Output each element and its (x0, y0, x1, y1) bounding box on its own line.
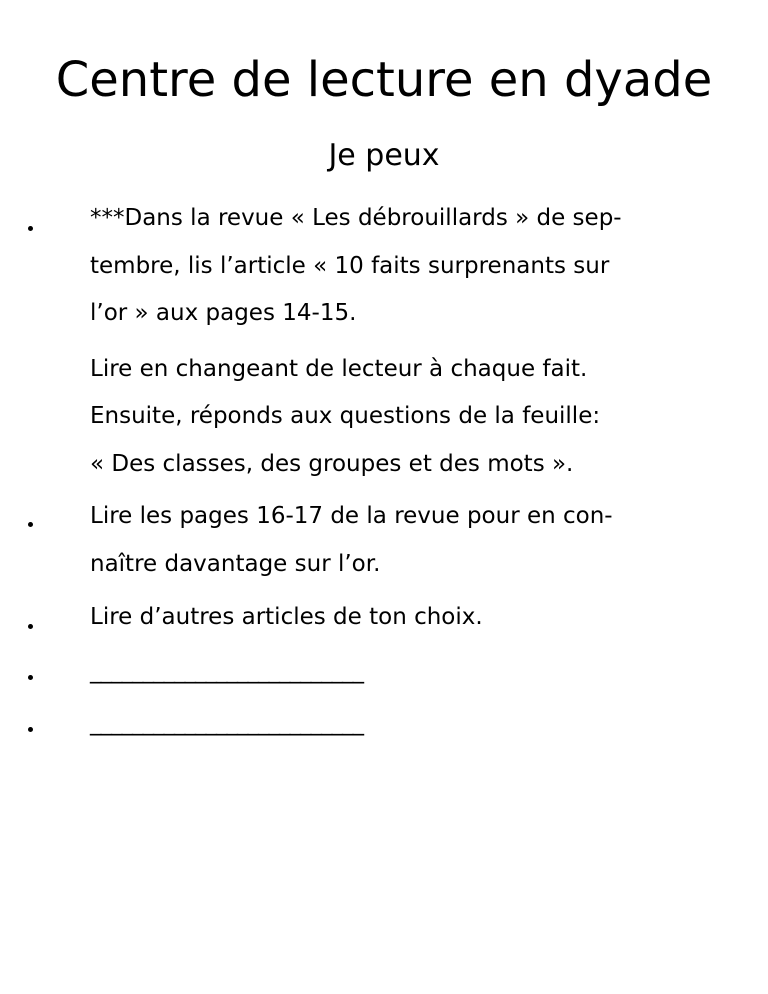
item-line: tembre, lis l’article « 10 faits surprenants sur (90, 253, 610, 279)
item-line: ***Dans la revue « Les débrouillards » de sep- (90, 205, 622, 231)
page-subtitle: Je peux (328, 138, 440, 173)
page-title: Centre de lecture en dyade (55, 52, 713, 108)
blank-line: __________________________ (90, 710, 363, 736)
bullet-icon (28, 727, 33, 732)
blank-line: __________________________ (90, 658, 363, 684)
item-line: Lire en changeant de lecteur à chaque fait. (90, 356, 588, 382)
bullet-icon (28, 624, 33, 629)
bullet-icon (28, 226, 33, 231)
bullet-icon (28, 675, 33, 680)
item-line: naître davantage sur l’or. (90, 551, 381, 577)
item-line: Lire les pages 16-17 de la revue pour en con- (90, 503, 613, 529)
item-line: Ensuite, réponds aux questions de la feuille: (90, 403, 601, 429)
item-line: l’or » aux pages 14-15. (90, 300, 357, 326)
item-line: Lire d’autres articles de ton choix. (90, 604, 483, 630)
bullet-icon (28, 522, 33, 527)
item-line: « Des classes, des groupes et des mots ». (90, 451, 574, 477)
